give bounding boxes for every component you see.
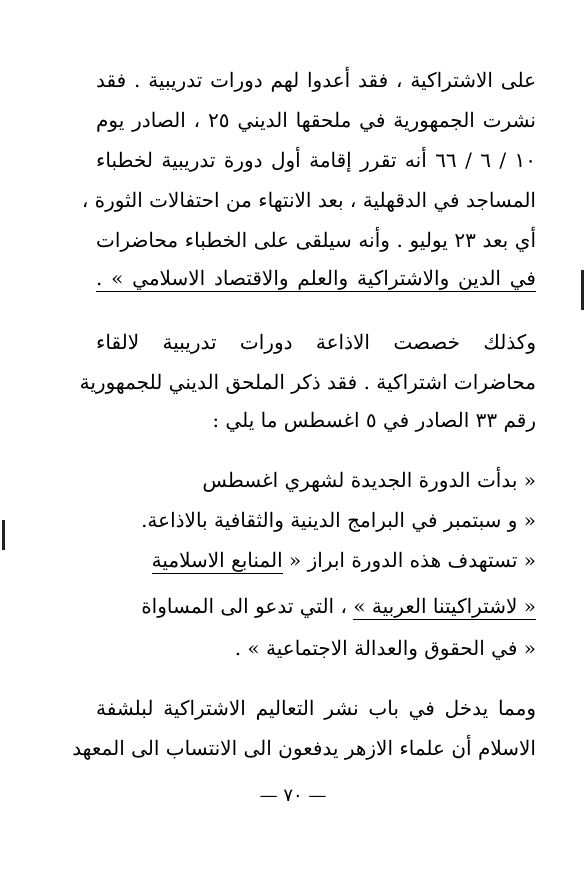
text-line: أي بعد ٢٣ يوليو . وأنه سيلقى على الخطباء محاضرات [96, 228, 536, 252]
page-number: — ٧٠ — [259, 785, 327, 806]
text-line: ومما يدخل في باب نشر التعاليم الاشتراكية لبلشفة [96, 696, 536, 720]
text-line: وكذلك خصصت الاذاعة دورات تدريبية لالقاء [96, 330, 536, 354]
text-line: رقم ٣٣ الصادر في ٥ اغسطس ما يلي : [212, 408, 536, 432]
underlined-phrase: « لاشتراكيتنا العربية » [353, 594, 536, 618]
text-line: الاسلام أن علماء الازهر يدفعون الى الانتساب الى المعهد [72, 736, 536, 760]
text-line: نشرت الجمهورية في ملحقها الديني ٢٥ ، الصادر يوم [96, 108, 536, 132]
text-line: على الاشتراكية ، فقد أعدوا لهم دورات تدريبية . فقد [96, 68, 536, 92]
underlined-phrase: في الدين والاشتراكية والعلم والاقتصاد الاسلامي » . [96, 266, 536, 290]
quote-text: ، التي تدعو الى المساواة [141, 594, 354, 618]
quote-line: « و سبتمبر في البرامج الدينية والثقافية بالاذاعة. [141, 508, 536, 532]
text-line: محاضرات اشتراكية . فقد ذكر الملحق الديني للجمهورية [79, 370, 536, 394]
text-line [96, 264, 536, 292]
quote-line: « في الحقوق والعدالة الاجتماعية » . [234, 636, 536, 660]
scan-edge-mark [2, 520, 5, 550]
quote-line: « بدأت الدورة الجديدة لشهري اغسطس [202, 468, 536, 492]
text-line: المساجد في الدقهلية ، بعد الانتهاء من احتفالات الثورة ، [81, 188, 536, 212]
scan-edge-mark [581, 270, 584, 310]
quote-text: « تستهدف هذه الدورة ابراز « [282, 548, 536, 572]
text-line: ١٠ / ٦ / ٦٦ أنه تقرر إقامة أول دورة تدريبية لخطباء [96, 148, 537, 172]
quote-line [96, 592, 536, 620]
quote-line [96, 546, 536, 574]
underlined-phrase: المنابع الاسلامية [151, 548, 283, 572]
